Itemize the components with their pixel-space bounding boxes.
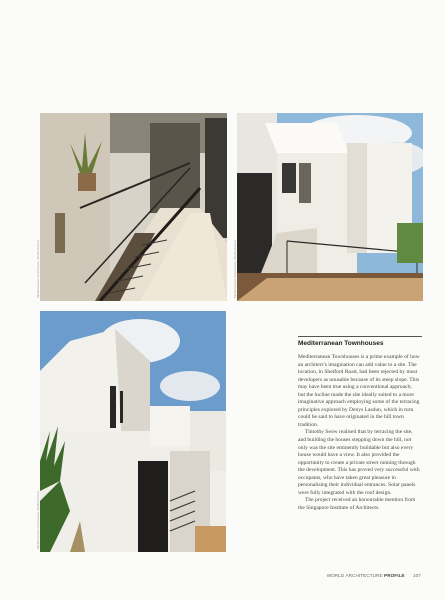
article-rule bbox=[298, 336, 422, 337]
photo-stairway bbox=[40, 113, 227, 301]
photo-townhouse-tower bbox=[40, 311, 226, 552]
footer-brand: PROFILE bbox=[384, 573, 405, 578]
article-paragraph: Mediterranean Townhouses is a prime example of how an architect's imagination can add value to a site. The location, in Shelford Road, had been rejected by most developers as unusable because of its steep slope. This may have been true using a conventional approach; but the incline made the site ideally suited to a more imaginative approach employing some of the terracing principles explored by Denys Lasdun, which in turn could be said to have originated in the hill town tradition. bbox=[298, 354, 420, 428]
article-paragraph: Timothy Seow realised that by terracing the site, and building the houses stepping down the hill, not only was the site eminently buildable but also every house would have a view. It also provided the opportunity to create a private street running through the development. This has proved very successful with occupants, who have taken great pleasure in personalising their individual entrances. Solar panels were fully integrated with the roof design. bbox=[298, 429, 420, 496]
caption-bottom: Mediterranean Townhouses, Shelford Road bbox=[36, 491, 40, 549]
caption-top-left: Mediterranean Townhouses, Shelford Road bbox=[36, 240, 40, 298]
caption-top-right: Mediterranean Townhouses, Shelford Road bbox=[233, 240, 237, 298]
footer-label: WORLD ARCHITECTURE bbox=[326, 573, 383, 578]
photo-white-house bbox=[237, 113, 423, 301]
page-number: 107 bbox=[413, 573, 421, 578]
article-title: Mediterranean Townhouses bbox=[298, 340, 384, 347]
article bbox=[298, 340, 420, 512]
article-paragraph: The project received an honourable mention from the Singapore Institute of Architects. bbox=[298, 497, 416, 511]
page-footer bbox=[327, 573, 421, 578]
